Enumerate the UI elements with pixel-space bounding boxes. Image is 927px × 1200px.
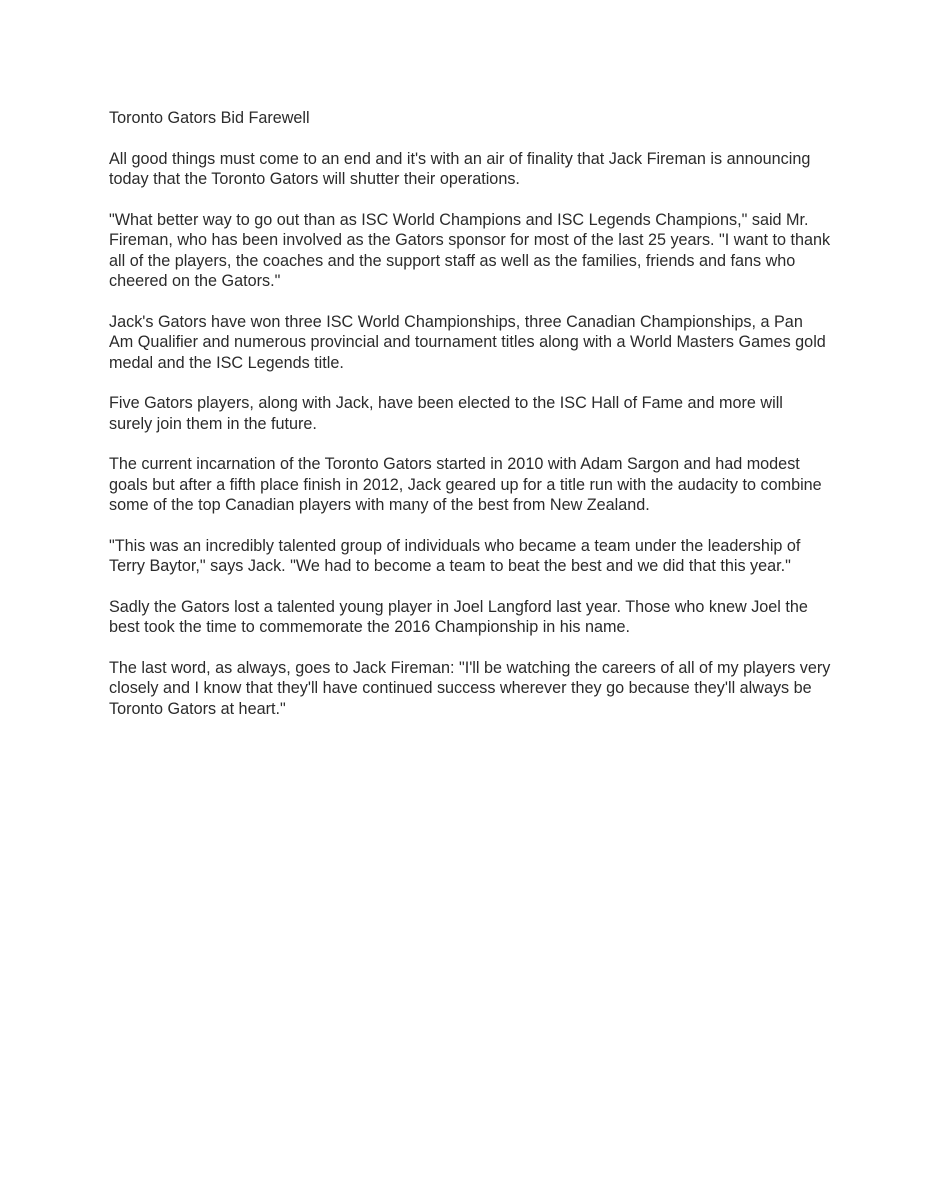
text-line: surely join them in the future.: [109, 414, 317, 433]
paragraph-hall-of-fame: [109, 393, 829, 434]
text-line: best took the time to commemorate the 2016 Championship in his name.: [109, 618, 630, 636]
paragraph-memorial: [109, 597, 829, 638]
text-line: cheered on the Gators.": [109, 272, 281, 290]
text-line: Toronto Gators at heart.": [109, 699, 286, 718]
paragraph-quote-leadership: [109, 536, 829, 577]
text-line: Sadly the Gators lost a talented young player in Joel Langford last year. Those who knew Joel the: [109, 597, 808, 616]
text-line: "This was an incredibly talented group of individuals who became a team under the leadership of: [109, 536, 801, 555]
paragraph-announcement: [109, 149, 829, 190]
text-line: All good things must come to an end and it's with an air of finality that Jack Fireman is announcing: [109, 149, 811, 168]
text-line: some of the top Canadian players with many of the best from New Zealand.: [109, 496, 650, 514]
text-line: goals but after a fifth place finish in 2012, Jack geared up for a title run with the audacity to combine: [109, 475, 822, 494]
text-line: Jack's Gators have won three ISC World Championships, three Canadian Championships, a Pan: [109, 312, 803, 331]
text-line: medal and the ISC Legends title.: [109, 353, 344, 372]
paragraph-last-word: [109, 658, 829, 720]
text-line: all of the players, the coaches and the support staff as well as the families, friends and fans who: [109, 251, 796, 270]
paragraph-titles-won: [109, 312, 829, 374]
text-line: The last word, as always, goes to Jack Fireman: "I'll be watching the careers of all of my players very: [109, 658, 831, 677]
document-body: [109, 108, 829, 739]
paragraph-quote-champions: [109, 210, 829, 292]
text-line: Am Qualifier and numerous provincial and tournament titles along with a World Masters Games gold: [109, 333, 826, 351]
document-title: Toronto Gators Bid Farewell: [109, 109, 310, 127]
paragraph-team-history: [109, 454, 829, 516]
text-line: The current incarnation of the Toronto Gators started in 2010 with Adam Sargon and had modest: [109, 455, 800, 473]
text-line: Terry Baytor," says Jack. "We had to become a team to beat the best and we did that this year.": [109, 557, 791, 575]
text-line: Five Gators players, along with Jack, have been elected to the ISC Hall of Fame and more will: [109, 394, 783, 412]
text-line: closely and I know that they'll have continued success wherever they go because they'll always be: [109, 679, 812, 697]
text-line: "What better way to go out than as ISC World Champions and ISC Legends Champions," said Mr.: [109, 210, 809, 229]
text-line: today that the Toronto Gators will shutter their operations.: [109, 170, 520, 188]
text-line: Fireman, who has been involved as the Gators sponsor for most of the last 25 years. "I want to thank: [109, 231, 831, 249]
